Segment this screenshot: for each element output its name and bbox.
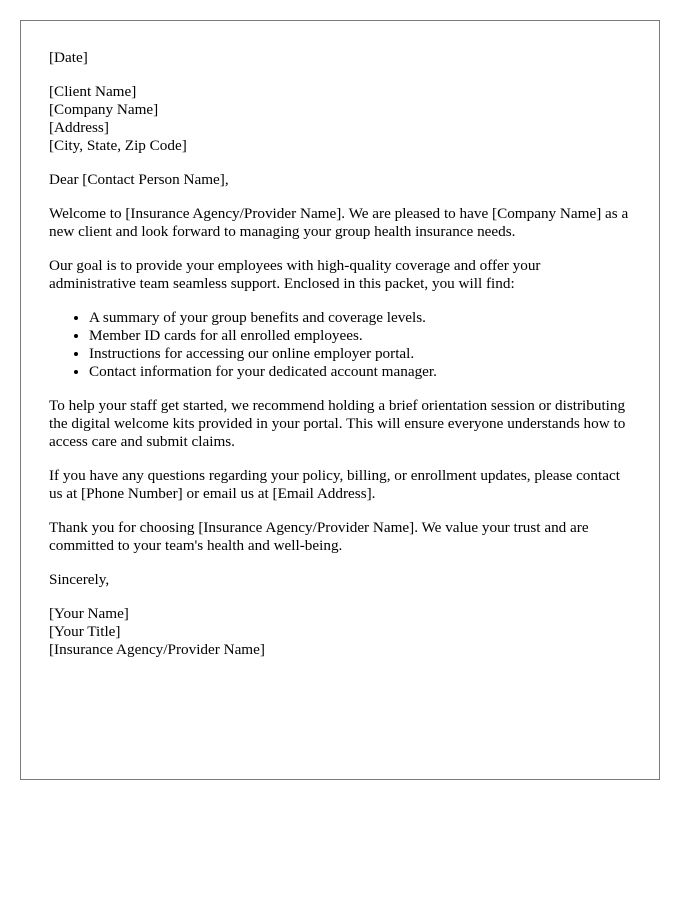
recipient-city-state-zip: [City, State, Zip Code] — [49, 137, 187, 154]
list-item: • A summary of your group benefits and coverage levels. — [89, 309, 631, 327]
paragraph-thanks: Thank you for choosing [Insurance Agency/Provider Name]. We value your trust and are committed to your team's health and well-being. — [49, 519, 589, 554]
recipient-address-block — [49, 83, 631, 155]
letter-page — [20, 20, 660, 780]
recipient-address: [Address] — [49, 119, 109, 136]
paragraph-questions: If you have any questions regarding your policy, billing, or enrollment updates, please contact us at [Phone Number] or email us at [Email Address]. — [49, 467, 620, 502]
list-item: • Member ID cards for all enrolled employees. — [89, 327, 631, 345]
paragraph-orientation: To help your staff get started, we recommend holding a brief orientation session or distributing the digital welcome kits provided in your portal. This will ensure everyone understands how to access care and submit claims. — [49, 397, 626, 450]
signature-agency: [Insurance Agency/Provider Name] — [49, 641, 265, 658]
signature-block — [49, 605, 631, 659]
enclosure-list — [49, 309, 631, 381]
salutation: Dear [Contact Person Name], — [49, 171, 229, 188]
signature-title: [Your Title] — [49, 623, 121, 640]
list-item: • Instructions for accessing our online employer portal. — [89, 345, 631, 363]
signature-name: [Your Name] — [49, 605, 129, 622]
list-item: • Contact information for your dedicated account manager. — [89, 363, 631, 381]
paragraph-welcome: Welcome to [Insurance Agency/Provider Name]. We are pleased to have [Company Name] as a new client and look forward to managing your group health insurance needs. — [49, 205, 629, 240]
paragraph-goal: Our goal is to provide your employees with high-quality coverage and offer your administrative team seamless support. Enclosed in this packet, you will find: — [49, 257, 541, 292]
closing: Sincerely, — [49, 571, 110, 588]
recipient-client-name: [Client Name] — [49, 83, 137, 100]
letter-date: [Date] — [49, 49, 88, 66]
recipient-company-name: [Company Name] — [49, 101, 159, 118]
